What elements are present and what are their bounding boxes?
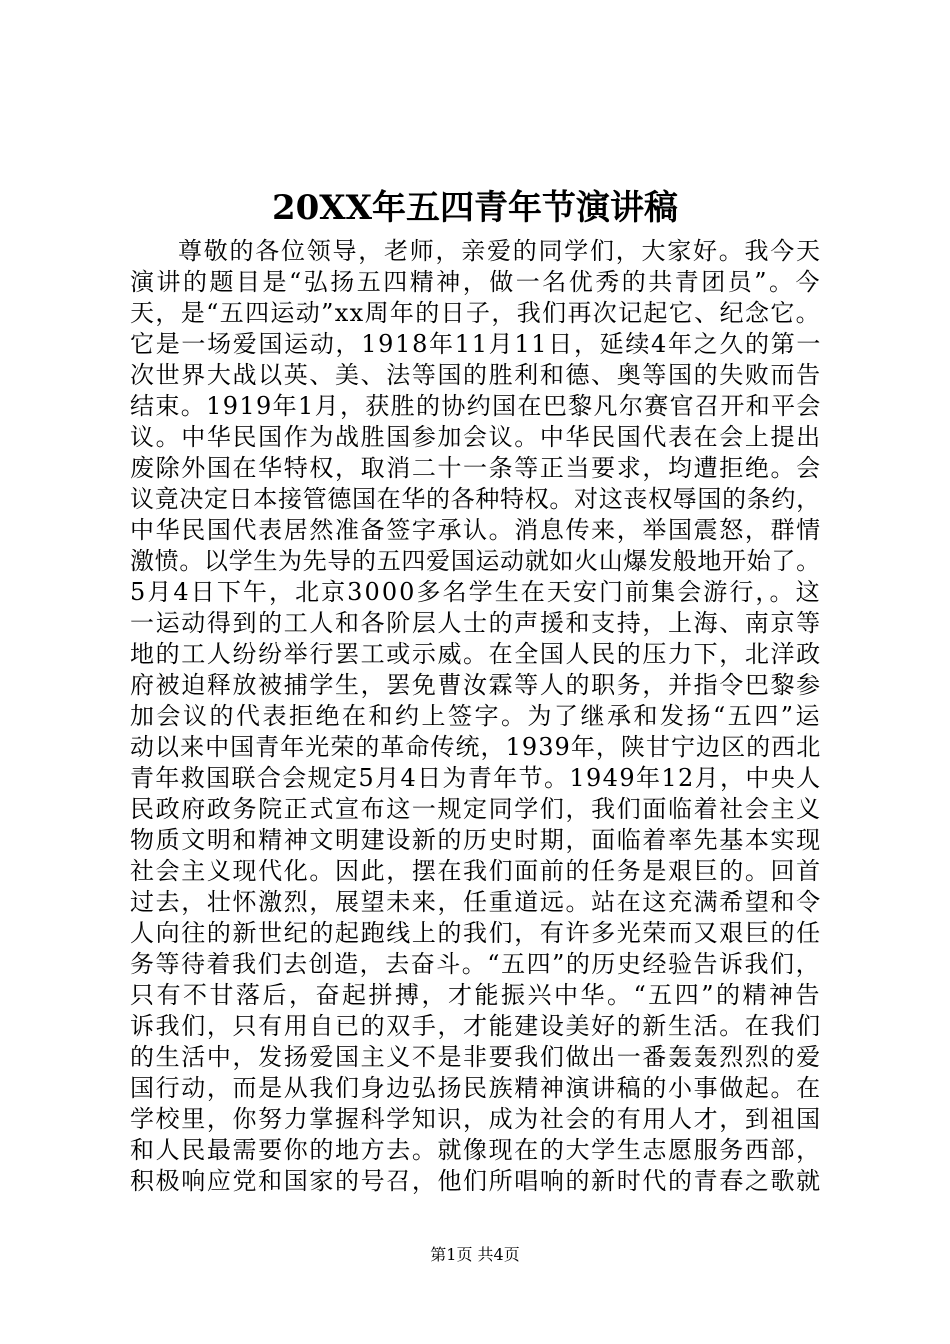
body-line: 国行动，而是从我们身边弘扬民族精神演讲稿的小事做起。在 — [130, 1074, 822, 1102]
body-line: 5月4日下午，北京3000多名学生在天安门前集会游行，。这 — [130, 578, 822, 606]
body-line: 积极响应党和国家的号召，他们所唱响的新时代的青春之歌就 — [130, 1167, 822, 1195]
body-line: 中华民国代表居然准备签字承认。消息传来，举国震怒，群情 — [130, 516, 822, 544]
body-line: 动以来中国青年光荣的革命传统，1939年，陕甘宁边区的西北 — [130, 733, 822, 761]
body-line: 演讲的题目是“弘扬五四精神，做一名优秀的共青团员”。今 — [130, 268, 823, 296]
body-line: 社会主义现代化。因此，摆在我们面前的任务是艰巨的。回首 — [130, 857, 822, 885]
body-line: 诉我们，只有用自已的双手，才能建设美好的新生活。在我们 — [130, 1012, 822, 1040]
body-line: 物质文明和精神文明建设新的历史时期，面临着率先基本实现 — [130, 826, 822, 854]
body-line: 府被迫释放被捕学生，罢免曹汝霖等人的职务，并指令巴黎参 — [130, 671, 822, 699]
body-line: 务等待着我们去创造，去奋斗。“五四”的历史经验告诉我们， — [130, 950, 822, 978]
body-line: 天，是“五四运动”xx周年的日子，我们再次记起它、纪念它。 — [130, 299, 822, 327]
body-line: 它是一场爱国运动，1918年11月11日，延续4年之久的第一 — [130, 330, 823, 358]
body-line: 议竟决定日本接管德国在华的各种特权。对这丧权辱国的条约， — [130, 485, 821, 513]
body-line: 学校里，你努力掌握科学知识，成为社会的有用人才，到祖国 — [130, 1105, 822, 1133]
body-line: 一运动得到的工人和各阶层人士的声援和支持，上海、南京等 — [130, 609, 822, 637]
body-line: 青年救国联合会规定5月4日为青年节。1949年12月，中央人 — [130, 764, 822, 792]
body-line: 次世界大战以英、美、法等国的胜利和德、奥等国的失败而告 — [130, 361, 822, 389]
body-line: 地的工人纷纷举行罢工或示威。在全国人民的压力下，北洋政 — [130, 640, 822, 668]
body-line: 议。中华民国作为战胜国参加会议。中华民国代表在会上提出 — [130, 423, 822, 451]
body-line: 激愤。以学生为先导的五四爱国运动就如火山爆发般地开始了。 — [130, 547, 821, 575]
body-line: 的生活中，发扬爱国主义不是非要我们做出一番轰轰烈烈的爱 — [130, 1043, 822, 1071]
body-line: 加会议的代表拒绝在和约上签字。为了继承和发扬“五四”运 — [130, 702, 823, 730]
body-line: 结束。1919年1月，获胜的协约国在巴黎凡尔赛官召开和平会 — [130, 392, 822, 420]
body-line: 只有不甘落后，奋起拼搏，才能振兴中华。“五四”的精神告 — [130, 981, 823, 1009]
page-footer: 第1页 共4页 — [430, 1245, 520, 1264]
body-line: 民政府政务院正式宣布这一规定同学们，我们面临着社会主义 — [130, 795, 822, 823]
document-title: 20XX年五四青年节演讲稿 — [271, 188, 679, 228]
body-line: 废除外国在华特权，取消二十一条等正当要求，均遭拒绝。会 — [130, 454, 822, 482]
body-line: 和人民最需要你的地方去。就像现在的大学生志愿服务西部， — [130, 1136, 822, 1164]
body-line: 过去，壮怀激烈，展望未来，任重道远。站在这充满希望和令 — [130, 888, 822, 916]
body-line: 人向往的新世纪的起跑线上的我们，有许多光荣而又艰巨的任 — [130, 919, 822, 947]
body-line: 尊敬的各位领导，老师，亲爱的同学们，大家好。我今天 — [178, 237, 822, 265]
